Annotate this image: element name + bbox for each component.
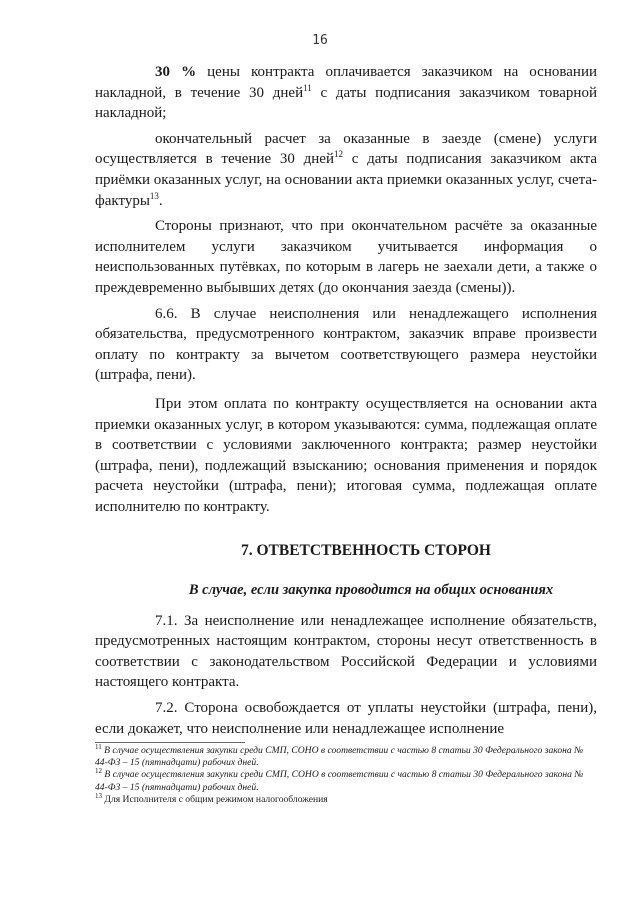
section-subtitle: В случае, если закупка проводится на общих основаниях: [188, 582, 554, 599]
paragraph-unused-vouchers: Стороны признают, что при окончательном расчёте за оказанные исполнителем услуги заказчиком учитывается информация о неиспользованных путёвках, по которым в лагерь не заехали дети, а также о преждевременно выбывших детях (до окончания заезда (смены)).: [95, 218, 597, 296]
paragraph-7-1: 7.1. За неисполнение или ненадлежащее исполнение обязательств, предусмотренных настоящим контрактом, стороны несут ответственность в соответствии с законодательством Российской Федерации и условиями настоящего контракта.: [95, 612, 597, 691]
paragraph-text: окончательный расчет за оказанные в заезде (смене) услуги осуществляется в течение 30 дней: [95, 130, 597, 168]
section-title: 7. ОТВЕТСТВЕННОСТЬ СТОРОН: [240, 542, 491, 560]
footnotes: [95, 744, 595, 806]
footnote-13: $^{13}$ Для Исполнителя с общим режимом налогообложения: [95, 791, 328, 805]
paragraph-text: цены контракта оплачивается заказчиком на основании накладной, в течение 30 дней: [95, 64, 597, 101]
footnote-11: $^{11}$ В случае осуществления закупки среди СМП, СОНО в соответствии с частью 8 статьи 30 Федерального закона № 44-ФЗ – 15 (пятнадцати) рабочих дней.: [95, 742, 584, 769]
footnote-12: $^{12}$ В случае осуществления закупки среди СМП, СОНО в соответствии с частью 8 статьи 30 Федерального закона № 44-ФЗ – 15 (пятнадцати) рабочих дней.: [95, 767, 584, 793]
footnote-ref-12: 12: [334, 149, 343, 160]
paragraph-final-settlement: [95, 129, 597, 211]
footnote-separator: [95, 742, 245, 743]
percentage-bold: 30 %: [155, 64, 197, 80]
paragraph-text: .: [158, 192, 163, 209]
paragraph-payment-act: При этом оплата по контракту осуществляется на основании акта приемки оказанных услуг, в котором указываются: сумма, подлежащая оплате в соответствии с условиями заключенного контракта; размер неустойки (штрафа, пени), подлежащий взысканию; основания применения и порядок расчета неустойки (штрафа, пени); итоговая сумма, подлежащая оплате исполнителю по контракту.: [95, 395, 597, 515]
paragraph-advance-payment: [95, 62, 597, 124]
paragraph-text: с даты подписания заказчиком товарной накладной;: [95, 84, 597, 122]
paragraph-6-6: 6.6. В случае неисполнения или ненадлежащего исполнения обязательства, предусмотренного контрактом, заказчик вправе произвести оплату по контракту за вычетом соответствующего размера неустойки (штрафа, пени).: [95, 305, 597, 384]
page-number: 16: [312, 33, 328, 48]
document-body: [95, 62, 597, 739]
footnote-ref-13: 13: [149, 190, 159, 201]
paragraph-7-2: 7.2. Сторона освобождается от уплаты неустойки (штрафа, пени), если докажет, что неисполнение или ненадлежащее исполнение: [95, 700, 597, 737]
paragraph-text: с даты подписания заказчиком акта приёмки оказанных услуг, на основании акта приемки оказанных услуг, счета-фактуры: [95, 151, 597, 209]
footnote-ref-11: 11: [303, 82, 312, 93]
